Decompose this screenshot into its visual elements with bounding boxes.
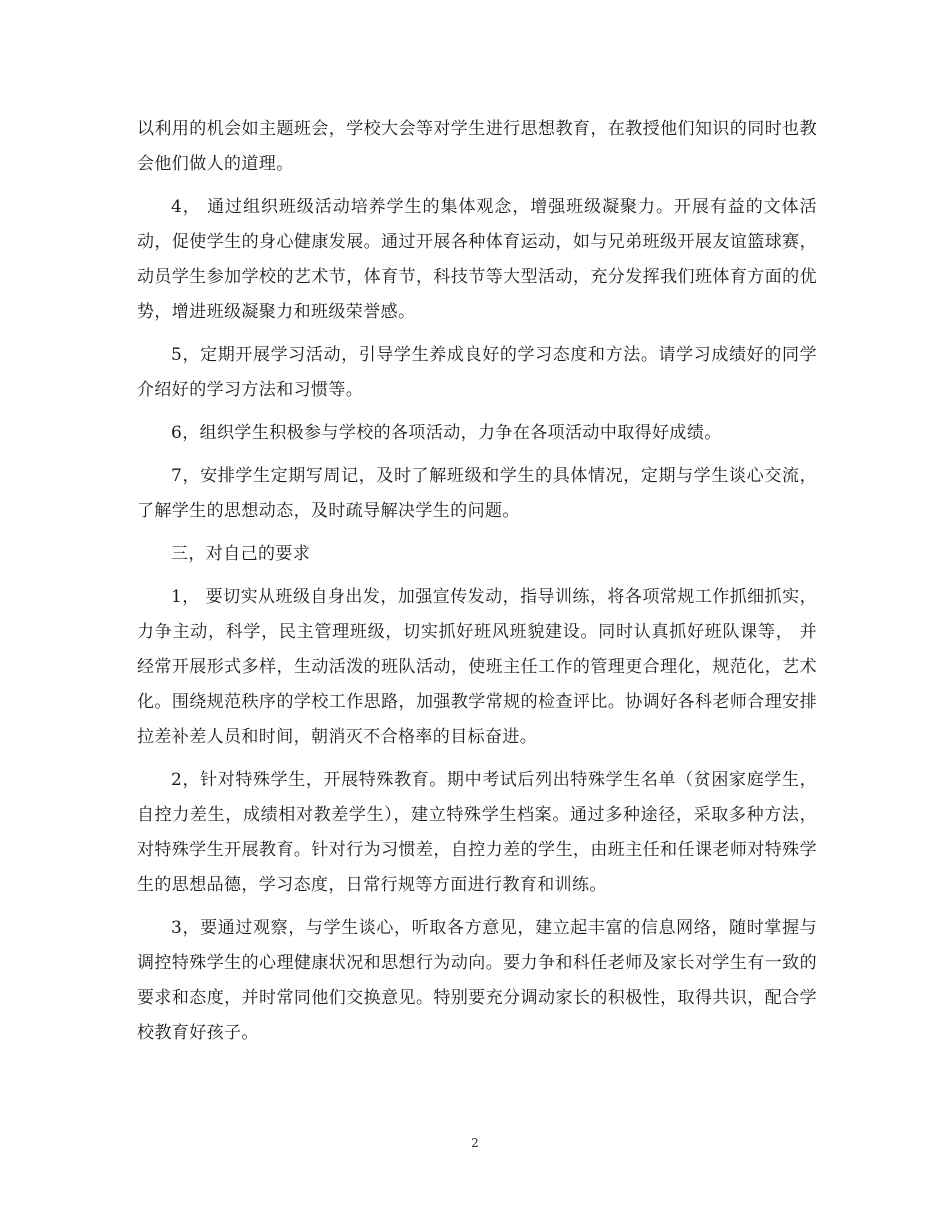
paragraph-continuation: 以利用的机会如主题班会，学校大会等对学生进行思想教育，在教授他们知识的同时也教会他们做人的道理。 xyxy=(137,119,817,174)
paragraph-requirement-3: 3，要通过观察，与学生谈心，听取各方意见，建立起丰富的信息网络，随时掌握与调控特殊学生的心理健康状况和思想行为动向。要力争和科任老师及家长对学生有一致的要求和态度，并时常同他们交换意见。特别要充分调动家长的积极性，取得共识，配合学校教育好孩子。 xyxy=(137,918,817,1043)
document-body xyxy=(137,112,817,1059)
section-heading: 三，对自己的要求 xyxy=(171,544,311,564)
paragraph-item-4: 4， 通过组织班级活动培养学生的集体观念，增强班级凝聚力。开展有益的文体活动，促使学生的身心健康发展。通过开展各种体育运动，如与兄弟班级开展友谊篮球赛，动员学生参加学校的艺术节，体育节，科技节等大型活动，充分发挥我们班体育方面的优势，增进班级凝聚力和班级荣誉感。 xyxy=(137,197,817,322)
page-number: 2 xyxy=(471,1136,479,1150)
paragraph-item-6: 6，组织学生积极参与学校的各项活动，力争在各项活动中取得好成绩。 xyxy=(171,423,722,443)
paragraph-requirement-1: 1， 要切实从班级自身出发，加强宣传发动，指导训练，将各项常规工作抓细抓实，力争主动，科学，民主管理班级，切实抓好班风班貌建设。同时认真抓好班队课等， 并经常开展形式多样，生动活泼的班队活动，使班主任工作的管理更合理化，规范化，艺术化。围绕规范秩序的学校工作思路，加强教学常规的检查评比。协调好各科老师合理安排拉差补差人员和时间，朝消灭不合格率的目标奋进。 xyxy=(137,587,817,747)
paragraph-item-5: 5，定期开展学习活动，引导学生养成良好的学习态度和方法。请学习成绩好的同学介绍好的学习方法和习惯等。 xyxy=(137,345,817,400)
paragraph-requirement-2: 2，针对特殊学生，开展特殊教育。期中考试后列出特殊学生名单（贫困家庭学生，自控力差生，成绩相对教差学生），建立特殊学生档案。通过多种途径，采取多种方法，对特殊学生开展教育。针对行为习惯差，自控力差的学生，由班主任和任课老师对特殊学生的思想品德，学习态度，日常行规等方面进行教育和训练。 xyxy=(137,770,817,895)
paragraph-item-7: 7，安排学生定期写周记，及时了解班级和学生的具体情况，定期与学生谈心交流，了解学生的思想动态，及时疏导解决学生的问题。 xyxy=(137,466,817,521)
